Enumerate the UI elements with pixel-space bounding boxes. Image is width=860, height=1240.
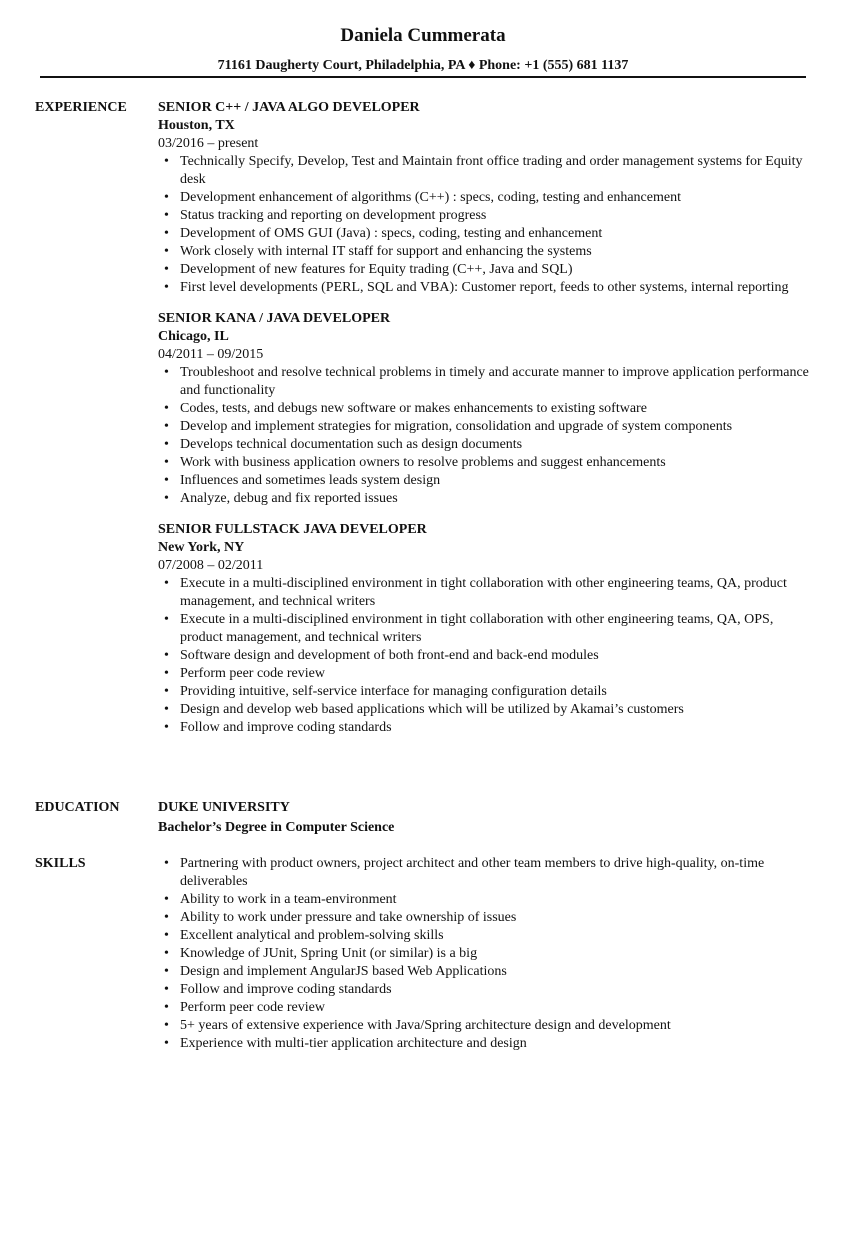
job-location: New York, NY (158, 540, 245, 555)
job-entry (158, 310, 818, 508)
experience-body (158, 99, 818, 750)
bullet-item: • Develops technical documentation such as design documents (180, 436, 818, 454)
job-title: SENIOR KANA / JAVA DEVELOPER (158, 311, 391, 326)
job-entry (158, 99, 818, 297)
bullet-item: • Work closely with internal IT staff for support and enhancing the systems (180, 243, 818, 261)
bullet-item: • Design and develop web based applications which will be utilized by Akamai’s customers (180, 701, 818, 719)
skill-item: • Knowledge of JUnit, Spring Unit (or similar) is a big (180, 945, 818, 963)
job-bullets (158, 364, 818, 508)
bullet-item: • Work with business application owners to resolve problems and suggest enhancements (180, 454, 818, 472)
contact-line: 71161 Daugherty Court, Philadelphia, PA ♦ Phone: +1 (555) 681 1137 (217, 58, 629, 73)
job-dates: 03/2016 – present (158, 136, 259, 151)
bullet-item: • Development of OMS GUI (Java) : specs, coding, testing and enhancement (180, 225, 818, 243)
bullet-item: • Providing intuitive, self-service interface for managing configuration details (180, 683, 818, 701)
education-body (158, 799, 818, 837)
school-name: DUKE UNIVERSITY (158, 800, 290, 815)
bullet-item: • Develop and implement strategies for migration, consolidation and upgrade of system components (180, 418, 818, 436)
skills-body (158, 855, 818, 1053)
skill-item: • Partnering with product owners, project architect and other team members to drive high-quality, on-time deliverables (180, 855, 818, 891)
job-location: Houston, TX (158, 118, 235, 133)
bullet-item: • Perform peer code review (180, 665, 818, 683)
skill-item: • Follow and improve coding standards (180, 981, 818, 999)
bullet-item: • Status tracking and reporting on development progress (180, 207, 818, 225)
skill-item: • Excellent analytical and problem-solving skills (180, 927, 818, 945)
job-bullets (158, 153, 818, 297)
job-entry (158, 521, 818, 737)
job-bullets (158, 575, 818, 737)
bullet-item: • Influences and sometimes leads system design (180, 472, 818, 490)
header-divider (40, 76, 806, 78)
job-dates: 04/2011 – 09/2015 (158, 347, 264, 362)
bullet-item: • Follow and improve coding standards (180, 719, 818, 737)
job-dates: 07/2008 – 02/2011 (158, 558, 264, 573)
bullet-item: • Development of new features for Equity trading (C++, Java and SQL) (180, 261, 818, 279)
resume-header (40, 24, 806, 75)
bullet-item: • Technically Specify, Develop, Test and Maintain front office trading and order management systems for Equity desk (180, 153, 818, 189)
section-label-experience: EXPERIENCE (35, 100, 127, 115)
skill-item: • 5+ years of extensive experience with Java/Spring architecture design and development (180, 1017, 818, 1035)
bullet-item: • Analyze, debug and fix reported issues (180, 490, 818, 508)
bullet-item: • Execute in a multi-disciplined environment in tight collaboration with other engineering teams, QA, OPS, product management, and technical writers (180, 611, 818, 647)
bullet-item: • Codes, tests, and debugs new software or makes enhancements to existing software (180, 400, 818, 418)
job-title: SENIOR C++ / JAVA ALGO DEVELOPER (158, 100, 420, 115)
skill-item: • Experience with multi-tier application architecture and design (180, 1035, 818, 1053)
skills-list (158, 855, 818, 1053)
job-title: SENIOR FULLSTACK JAVA DEVELOPER (158, 522, 427, 537)
skill-item: • Ability to work under pressure and take ownership of issues (180, 909, 818, 927)
bullet-item: • First level developments (PERL, SQL and VBA): Customer report, feeds to other systems, internal reporting (180, 279, 818, 297)
skill-item: • Perform peer code review (180, 999, 818, 1017)
degree: Bachelor’s Degree in Computer Science (158, 820, 395, 835)
bullet-item: • Troubleshoot and resolve technical problems in timely and accurate manner to improve application performance and functionality (180, 364, 818, 400)
job-location: Chicago, IL (158, 329, 229, 344)
bullet-item: • Execute in a multi-disciplined environment in tight collaboration with other engineering teams, QA, product management, and technical writers (180, 575, 818, 611)
bullet-item: • Development enhancement of algorithms (C++) : specs, coding, testing and enhancement (180, 189, 818, 207)
section-label-education: EDUCATION (35, 800, 120, 815)
candidate-name: Daniela Cummerata (340, 25, 506, 46)
bullet-item: • Software design and development of both front-end and back-end modules (180, 647, 818, 665)
skill-item: • Ability to work in a team-environment (180, 891, 818, 909)
skill-item: • Design and implement AngularJS based Web Applications (180, 963, 818, 981)
section-label-skills: SKILLS (35, 856, 86, 871)
